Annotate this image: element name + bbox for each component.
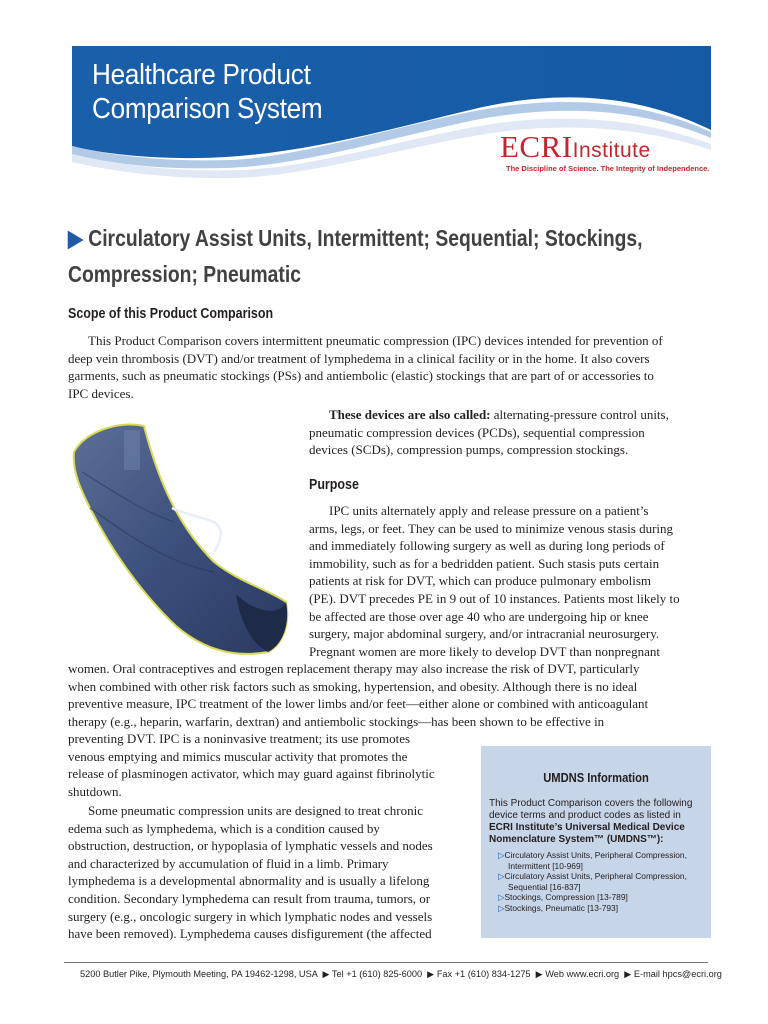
umdns-term: ▷Stockings, Compression [13-789] xyxy=(498,892,628,903)
ecri-logo xyxy=(500,130,651,164)
lymphedema-line: obstruction, destruction, or hypoplasia of lymphatic vessels and nodes xyxy=(68,838,433,854)
scope-heading: Scope of this Product Comparison xyxy=(68,306,274,322)
scope-line: deep vein thrombosis (DVT) and/or treatment of lymphedema in a clinical facility or in the home. It also covers xyxy=(68,350,650,366)
ecri-logo-institute: Institute xyxy=(572,139,651,162)
scope-paragraph xyxy=(68,332,718,402)
umdns-term: ▷Circulatory Assist Units, Peripheral Compression, Intermittent [10-969] xyxy=(498,850,687,871)
lymphedema-line: and characterized by accumulation of fluid in a limb. Primary xyxy=(68,855,389,871)
footer-separator-icon: ▶ xyxy=(624,969,632,979)
scope-line: IPC devices. xyxy=(68,385,134,401)
footer-email-link[interactable]: E-mail hpcs@ecri.org xyxy=(633,969,722,979)
footer-web-link[interactable]: Web www.ecri.org xyxy=(545,969,620,979)
umdns-intro-line: Nomenclature System™ (UMDNS™): xyxy=(489,834,664,845)
document-title-line-2: Compression; Pneumatic xyxy=(68,261,301,287)
umdns-intro-line: device terms and product codes as listed in xyxy=(489,810,681,821)
lymphedema-line: lymphedema is a developmental abnormality and is usually a lifelong xyxy=(68,873,430,889)
triangle-bullet-icon: ▷ xyxy=(498,850,505,860)
ecri-logo-main: ECRI xyxy=(500,129,573,164)
purpose-line: women. Oral contraceptives and estrogen replacement therapy may also increase the risk of DVT, particularly xyxy=(68,661,640,676)
umdns-term: ▷Circulatory Assist Units, Peripheral Compression, Sequential [16-837] xyxy=(498,871,687,892)
purpose-line: Pregnant women are more likely to develop DVT than nonpregnant xyxy=(309,643,661,659)
also-called-label: These devices are also called: xyxy=(329,407,491,422)
umdns-info-box xyxy=(481,746,711,938)
umdns-term: ▷Stockings, Pneumatic [13-793] xyxy=(498,902,619,913)
lymphedema-line: edema such as lymphedema, which is a condition caused by xyxy=(68,820,380,836)
purpose-paragraph-right xyxy=(309,502,719,660)
triangle-bullet-icon: ▷ xyxy=(498,902,505,913)
purpose-line: venous emptying and mimics muscular activity that promotes the xyxy=(68,748,408,764)
footer-address: 5200 Butler Pike, Plymouth Meeting, PA 19462-1298, USA xyxy=(80,969,318,979)
purpose-line: IPC units alternately apply and release pressure on a patient’s xyxy=(329,503,649,518)
umdns-intro xyxy=(489,798,707,846)
also-called-text: alternating-pressure control units, xyxy=(490,407,669,422)
purpose-line: immobility, such as for a bedridden patient. Such stasis puts certain xyxy=(309,555,660,571)
title-arrow-icon: ▶ xyxy=(68,225,83,251)
purpose-line: arms, legs, or feet. They can be used to minimize venous stasis during xyxy=(309,520,674,536)
lymphedema-line: have been removed). Lymphedema causes disfigurement (the affected xyxy=(68,926,432,942)
triangle-bullet-icon: ▷ xyxy=(498,871,505,882)
purpose-line: and immediately following surgery as well as during long periods of xyxy=(309,538,665,554)
footer-tel: Tel +1 (610) 825-6000 xyxy=(331,969,423,979)
lymphedema-line: Some pneumatic compression units are designed to treat chronic xyxy=(88,803,424,818)
banner-title xyxy=(92,58,322,126)
umdns-intro-line: ECRI Institute’s Universal Medical Device xyxy=(489,822,685,833)
scope-line: garments, such as pneumatic stockings (PSs) and antiembolic (elastic) stockings that are part of or accessories to xyxy=(68,368,654,384)
purpose-line: surgery, major abdominal surgery, and/or intracranial neurosurgery. xyxy=(309,626,660,642)
purpose-line: when combined with other risk factors such as smoking, hypertension, and obesity. Although there is no ideal xyxy=(68,678,638,694)
purpose-paragraph-full xyxy=(68,660,718,730)
purpose-paragraph-left xyxy=(68,730,468,800)
purpose-line: release of plasminogen activator, which may guard against fibrinolytic xyxy=(68,766,435,782)
footer-separator-icon: ▶ xyxy=(322,969,330,979)
footer-separator-icon: ▶ xyxy=(427,969,435,979)
purpose-line: preventing DVT. IPC is a noninvasive treatment; its use promotes xyxy=(68,731,411,746)
banner-title-line-2: Comparison System xyxy=(92,93,323,125)
purpose-line: preventive measure, IPC treatment of the lower limbs and/or feet—either alone or combined with anticoagulant xyxy=(68,696,649,712)
document-title xyxy=(68,220,706,292)
stocking-zipper xyxy=(124,430,140,470)
banner-title-line-1: Healthcare Product xyxy=(92,59,311,91)
purpose-heading: Purpose xyxy=(309,477,359,493)
also-called-line: pneumatic compression devices (PCDs), sequential compression xyxy=(309,424,645,440)
footer-divider xyxy=(64,962,708,963)
scope-line: This Product Comparison covers intermittent pneumatic compression (IPC) devices intended for prevention of xyxy=(88,333,663,348)
umdns-term-list xyxy=(498,850,708,914)
lymphedema-line: condition. Secondary lymphedema can result from trauma, tumors, or xyxy=(68,890,431,906)
footer-fax: Fax +1 (610) 834-1275 xyxy=(436,969,531,979)
umdns-intro-line: This Product Comparison covers the following xyxy=(489,798,693,809)
footer-separator-icon: ▶ xyxy=(535,969,543,979)
ecri-tagline: The Discipline of Science. The Integrity of Independence. xyxy=(506,164,710,173)
purpose-line: shutdown. xyxy=(68,783,122,799)
purpose-line: therapy (e.g., heparin, warfarin, dextran) and antiembolic stockings—has been shown to be effective in xyxy=(68,713,605,729)
also-called-paragraph xyxy=(309,406,719,459)
footer-contact xyxy=(80,969,722,980)
lymphedema-line: surgery (e.g., oncologic surgery in which lymphatic nodes and vessels xyxy=(68,908,433,924)
purpose-line: be affected are those over age 40 who are undergoing hip or knee xyxy=(309,608,649,624)
triangle-bullet-icon: ▷ xyxy=(498,892,505,903)
also-called-line: devices (SCDs), compression pumps, compression stockings. xyxy=(309,442,629,458)
purpose-line: (PE). DVT precedes PE in 9 out of 10 instances. Patients most likely to xyxy=(309,590,680,606)
umdns-heading: UMDNS Information xyxy=(543,770,649,785)
lymphedema-paragraph xyxy=(68,802,468,943)
purpose-line: patients at risk for DVT, which can produce pulmonary embolism xyxy=(309,573,652,589)
document-title-line-1: Circulatory Assist Units, Intermittent; Sequential; Stockings, xyxy=(88,225,643,251)
pneumatic-compression-stocking-image xyxy=(64,412,294,662)
